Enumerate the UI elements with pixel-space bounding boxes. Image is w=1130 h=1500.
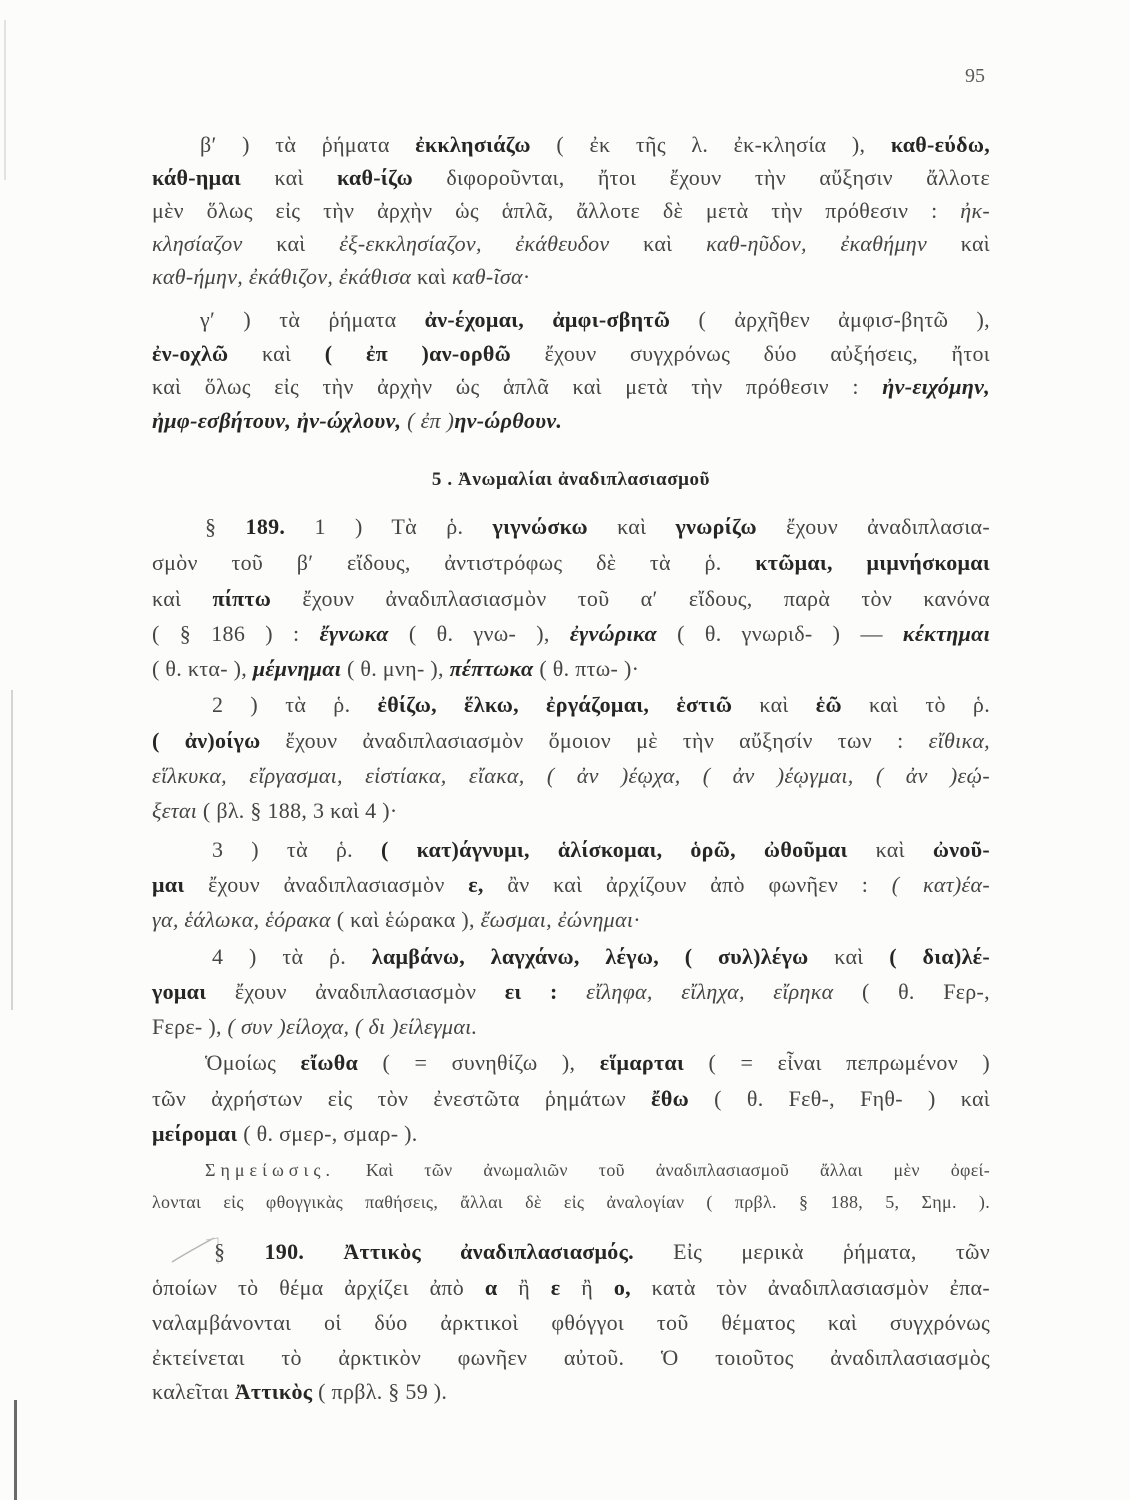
line-text: Fερε- ), bbox=[152, 1014, 228, 1039]
line-text: ( θ. γνωριδ- ) — bbox=[656, 621, 903, 646]
bold-term: ο, bbox=[613, 1275, 631, 1300]
bold-term: γομαι bbox=[152, 979, 207, 1004]
note-line bbox=[152, 1156, 990, 1184]
italic-form: εἴθικα, bbox=[928, 728, 990, 753]
bold-term: καθ-εύδω, bbox=[890, 132, 990, 157]
section-heading: 5 . Ἀνωμαλίαι ἀναδιπλασιασμοῦ bbox=[431, 469, 711, 490]
italic-form: ἐξ-εκκλησίαζον, ἐκάθευδον bbox=[339, 231, 610, 256]
bold-term: ( δια)λέ- bbox=[889, 944, 991, 969]
italic-form: ξεται bbox=[152, 798, 198, 823]
bold-italic-form: μέμνημαι bbox=[252, 656, 342, 681]
line-text: ( θ. Fερ-, bbox=[833, 979, 990, 1004]
paragraph-number: 189. bbox=[245, 514, 286, 539]
line-text: καὶ bbox=[152, 586, 213, 611]
paragraph-189-start bbox=[152, 510, 990, 544]
text-line bbox=[152, 303, 990, 337]
line-text: 2 ) τὰ ῥ. bbox=[212, 692, 378, 717]
italic-form: εἵλκυκα, εἴργασμαι, εἱστίακα, εἴακα, ( ἀν )έῳχα, ( ἀν )έῳγμαι, ( ἀν )εῴ- bbox=[152, 763, 990, 788]
line-text: καὶ bbox=[587, 514, 676, 539]
line-text: · bbox=[633, 907, 641, 932]
bold-term: γνωρίζω bbox=[675, 514, 757, 539]
italic-form: εἴληφα, εἴληχα, εἴρηκα bbox=[557, 979, 834, 1004]
bold-term: ( κατ)άγνυμι, ἁλίσκομαι, ὁρῶ, ὠθοῦμαι bbox=[380, 837, 848, 862]
text-line bbox=[152, 1010, 990, 1044]
text-line bbox=[152, 1306, 990, 1340]
scan-edge-mark bbox=[4, 20, 6, 180]
italic-form: ἠκ- bbox=[960, 198, 990, 223]
italic-form: ( κατ)έα- bbox=[891, 872, 990, 897]
text-line bbox=[152, 868, 990, 902]
line-text: σμὸν τοῦ β′ εἴδους, ἀντιστρόφως δὲ τὰ ῥ. bbox=[152, 550, 756, 575]
scan-edge-mark bbox=[14, 1400, 17, 1500]
bold-term: ε, bbox=[468, 872, 484, 897]
line-text: λονται εἰς φθογγικὰς παθήσεις, ἄλλαι δὲ εἰς ἀναλογίαν ( πρβλ. § 188, 5, Σημ. ). bbox=[152, 1192, 990, 1212]
text-line bbox=[152, 1082, 990, 1116]
paragraph-title: 190. Ἀττικὸς ἀναδιπλασιασμός. bbox=[264, 1239, 634, 1264]
line-text: β′ ) τὰ ῥήματα bbox=[200, 132, 416, 157]
line-text: ( πρβλ. § 59 ). bbox=[312, 1379, 448, 1404]
bold-italic-form: ἠμφ-εσβήτουν, ἠν-ώχλουν, bbox=[152, 408, 402, 433]
italic-form: καθ-ῖσα bbox=[452, 264, 523, 289]
italic-form: καθ-ηῦδον, ἐκαθήμην bbox=[706, 231, 928, 256]
line-text: 3 ) τὰ ῥ. bbox=[212, 837, 381, 862]
bold-italic-form: ἔγνωκα bbox=[319, 621, 389, 646]
text-line bbox=[152, 582, 990, 616]
italic-form: γα, ἑάλωκα, ἑόρακα bbox=[152, 907, 331, 932]
line-text: κατὰ τὸν ἀναδιπλασιασμὸν ἐπα- bbox=[630, 1275, 991, 1300]
line-text: καὶ bbox=[927, 231, 990, 256]
text-line bbox=[152, 128, 990, 162]
line-text: 1 ) Τὰ ῥ. bbox=[285, 514, 493, 539]
bold-italic-form: κέκτημαι bbox=[902, 621, 990, 646]
text-line bbox=[152, 337, 990, 371]
text-line bbox=[152, 1046, 990, 1080]
line-text: ἂν καὶ ἀρχίζουν ἀπὸ φωνῆεν : bbox=[483, 872, 892, 897]
text-line bbox=[152, 652, 990, 686]
line-text: ( καὶ ἑώρακα ), bbox=[330, 907, 481, 932]
line-text: Εἰς μερικὰ ῥήματα, τῶν bbox=[634, 1239, 990, 1264]
bold-term: ει : bbox=[504, 979, 558, 1004]
bold-term: πίπτω bbox=[212, 586, 272, 611]
text-line bbox=[152, 404, 990, 438]
line-text: καὶ bbox=[228, 341, 325, 366]
text-line bbox=[152, 260, 990, 294]
italic-form: ( ἐπ ) bbox=[401, 408, 455, 433]
bold-term: ἐθίζω, ἕλκω, ἐργάζομαι, ἑστιῶ bbox=[377, 692, 733, 717]
text-line bbox=[152, 940, 990, 974]
line-text: ἔχουν ἀναδιπλασια- bbox=[756, 514, 990, 539]
line-text: ( θ. γνω- ), bbox=[388, 621, 570, 646]
line-text: καὶ ὅλως εἰς τὴν ἀρχὴν ὡς ἁπλᾶ καὶ μετὰ τὴν πρόθεσιν : bbox=[152, 374, 883, 399]
note-line bbox=[152, 1188, 990, 1216]
italic-form: ἔωσμαι, ἐώνημαι bbox=[480, 907, 634, 932]
line-text: καὶ bbox=[411, 264, 453, 289]
text-line bbox=[152, 194, 990, 228]
bold-term: καθ-ίζω bbox=[337, 165, 414, 190]
line-text: ἔχουν ἀναδιπλασιασμὸν τοῦ α′ εἴδους, παρὰ τὸν κανόνα bbox=[271, 586, 990, 611]
line-text: καλεῖται bbox=[152, 1379, 235, 1404]
scan-edge-mark bbox=[11, 690, 13, 1010]
bold-term: λαμβάνω, λαγχάνω, λέγω, ( συλ)λέγω bbox=[371, 944, 809, 969]
line-text: ( § 186 ) : bbox=[152, 621, 320, 646]
line-text: γ′ ) τὰ ῥήματα bbox=[200, 307, 425, 332]
line-text: ( θ. πτω- )· bbox=[533, 656, 640, 681]
bold-term: ( ἐπ )αν-ορθῶ bbox=[324, 341, 512, 366]
page-number: 95 bbox=[965, 65, 985, 87]
text-line bbox=[152, 833, 990, 867]
bold-term: ἑῶ bbox=[815, 692, 842, 717]
line-text: μὲν ὅλως εἰς τὴν ἀρχὴν ὡς ἁπλᾶ, ἄλλοτε δὲ μετὰ τὴν πρόθεσιν : bbox=[152, 198, 961, 223]
line-text: ( βλ. § 188, 3 καὶ 4 )· bbox=[197, 798, 398, 823]
text-line bbox=[152, 617, 990, 651]
line-text: ἔχουν συγχρόνως δύο αὐξήσεις, ἤτοι bbox=[511, 341, 991, 366]
bold-term: ὠνοῦ- bbox=[932, 837, 990, 862]
text-line bbox=[152, 161, 990, 195]
note-label: Σημείωσις. bbox=[205, 1160, 335, 1180]
text-line bbox=[152, 227, 990, 261]
text-line bbox=[152, 1117, 990, 1151]
bold-term: ἀν-έχομαι, ἀμφι-σβητῶ bbox=[424, 307, 671, 332]
line-text: ἢ bbox=[560, 1275, 614, 1300]
section-sign: § bbox=[205, 514, 246, 539]
bold-term: κτῶμαι, μιμνήσκομαι bbox=[755, 550, 990, 575]
bold-italic-form: πέπτωκα bbox=[449, 656, 534, 681]
text-line bbox=[152, 688, 990, 722]
paragraph-190-start bbox=[152, 1235, 990, 1269]
line-text: ( = συνηθίζω ), bbox=[358, 1050, 600, 1075]
line-text: ὁποίων τὸ θέμα ἀρχίζει ἀπὸ bbox=[152, 1275, 485, 1300]
section-sign: § bbox=[214, 1239, 265, 1264]
line-text: καὶ bbox=[242, 231, 340, 256]
bold-term: κάθ-ημαι bbox=[152, 165, 242, 190]
bold-term: εἵμαρται bbox=[599, 1050, 685, 1075]
bold-term: ε bbox=[550, 1275, 561, 1300]
text-line bbox=[152, 546, 990, 580]
line-text: διφοροῦνται, ἤτοι ἔχουν τὴν αὔξησιν ἄλλοτε bbox=[413, 165, 990, 190]
line-text: ( ἀρχῆθεν ἀμφισ-βητῶ ), bbox=[670, 307, 990, 332]
bold-term: Ἀττικὸς bbox=[234, 1379, 313, 1404]
text-line bbox=[152, 759, 990, 793]
line-text: ( θ. σμερ-, σμαρ- ). bbox=[237, 1121, 418, 1146]
line-text: Καὶ τῶν ἀνωμαλιῶν τοῦ ἀναδιπλασιασμοῦ ἄλλαι μὲν ὀφεί- bbox=[334, 1160, 990, 1180]
line-text: 4 ) τὰ ῥ. bbox=[212, 944, 372, 969]
line-text: καὶ τὸ ῥ. bbox=[841, 692, 990, 717]
bold-term: μαι bbox=[152, 872, 185, 897]
bold-italic-form: ἐγνώρικα bbox=[569, 621, 657, 646]
line-text: ( θ. Fεθ-, Fηθ- ) καὶ bbox=[689, 1086, 990, 1111]
line-text: ἐκτείνεται τὸ ἀρκτικὸν φωνῆεν αὐτοῦ. Ὁ τοιοῦτος ἀναδιπλασιασμὸς bbox=[152, 1345, 990, 1370]
italic-form: καθ-ήμην, ἐκάθιζον, ἐκάθισα bbox=[152, 264, 412, 289]
bold-term: ἐκκλησιάζω bbox=[415, 132, 531, 157]
line-text: τῶν ἀχρήστων εἰς τὸν ἐνεστῶτα ῥημάτων bbox=[152, 1086, 652, 1111]
line-text: ναλαμβάνονται οἱ δύο ἀρκτικοὶ φθόγγοι τοῦ θέματος καὶ συγχρόνως bbox=[152, 1310, 990, 1335]
bold-term: γιγνώσκω bbox=[492, 514, 588, 539]
text-line bbox=[152, 370, 990, 404]
line-text: ( θ. κτα- ), bbox=[152, 656, 253, 681]
text-line bbox=[152, 903, 990, 937]
text-line bbox=[152, 724, 990, 758]
line-text: καὶ bbox=[808, 944, 890, 969]
text-line bbox=[152, 1341, 990, 1375]
bold-term: ἐν-οχλῶ bbox=[152, 341, 229, 366]
bold-term: ( ἀν)οίγω bbox=[152, 728, 261, 753]
line-text: ( = εἶναι πεπρωμένον ) bbox=[684, 1050, 990, 1075]
bold-italic-form: ην-ώρθουν. bbox=[454, 408, 563, 433]
line-text: ἔχουν ἀναδιπλασιασμὸν ὅμοιον μὲ τὴν αὔξησίν των : bbox=[260, 728, 929, 753]
line-text: καὶ bbox=[847, 837, 933, 862]
text-line bbox=[152, 975, 990, 1009]
italic-form: ( συν )είλοχα, ( δι )είλεγμαι. bbox=[227, 1014, 478, 1039]
line-text: καὶ bbox=[609, 231, 707, 256]
line-text: ( ἐκ τῆς λ. ἐκ-κλησία ), bbox=[530, 132, 891, 157]
line-text: Ὁμοίως bbox=[205, 1050, 301, 1075]
italic-form: κλησίαζον bbox=[152, 231, 243, 256]
bold-term: εἴωθα bbox=[300, 1050, 359, 1075]
line-text: ἔχουν ἀναδιπλασιασμὸν bbox=[184, 872, 469, 897]
line-text: ἔχουν ἀναδιπλασιασμὸν bbox=[206, 979, 505, 1004]
line-text: · bbox=[522, 264, 531, 289]
bold-italic-form: ἠν-ειχόμην, bbox=[882, 374, 990, 399]
text-line bbox=[152, 794, 990, 828]
text-line bbox=[152, 1271, 990, 1305]
bold-term: α bbox=[484, 1275, 498, 1300]
line-text: ( θ. μνη- ), bbox=[341, 656, 450, 681]
bold-term: μείρομαι bbox=[152, 1121, 238, 1146]
line-text: καὶ bbox=[732, 692, 816, 717]
bold-term: ἔθω bbox=[651, 1086, 690, 1111]
line-text: ἢ bbox=[497, 1275, 551, 1300]
text-line bbox=[152, 1375, 990, 1409]
line-text: καὶ bbox=[241, 165, 338, 190]
